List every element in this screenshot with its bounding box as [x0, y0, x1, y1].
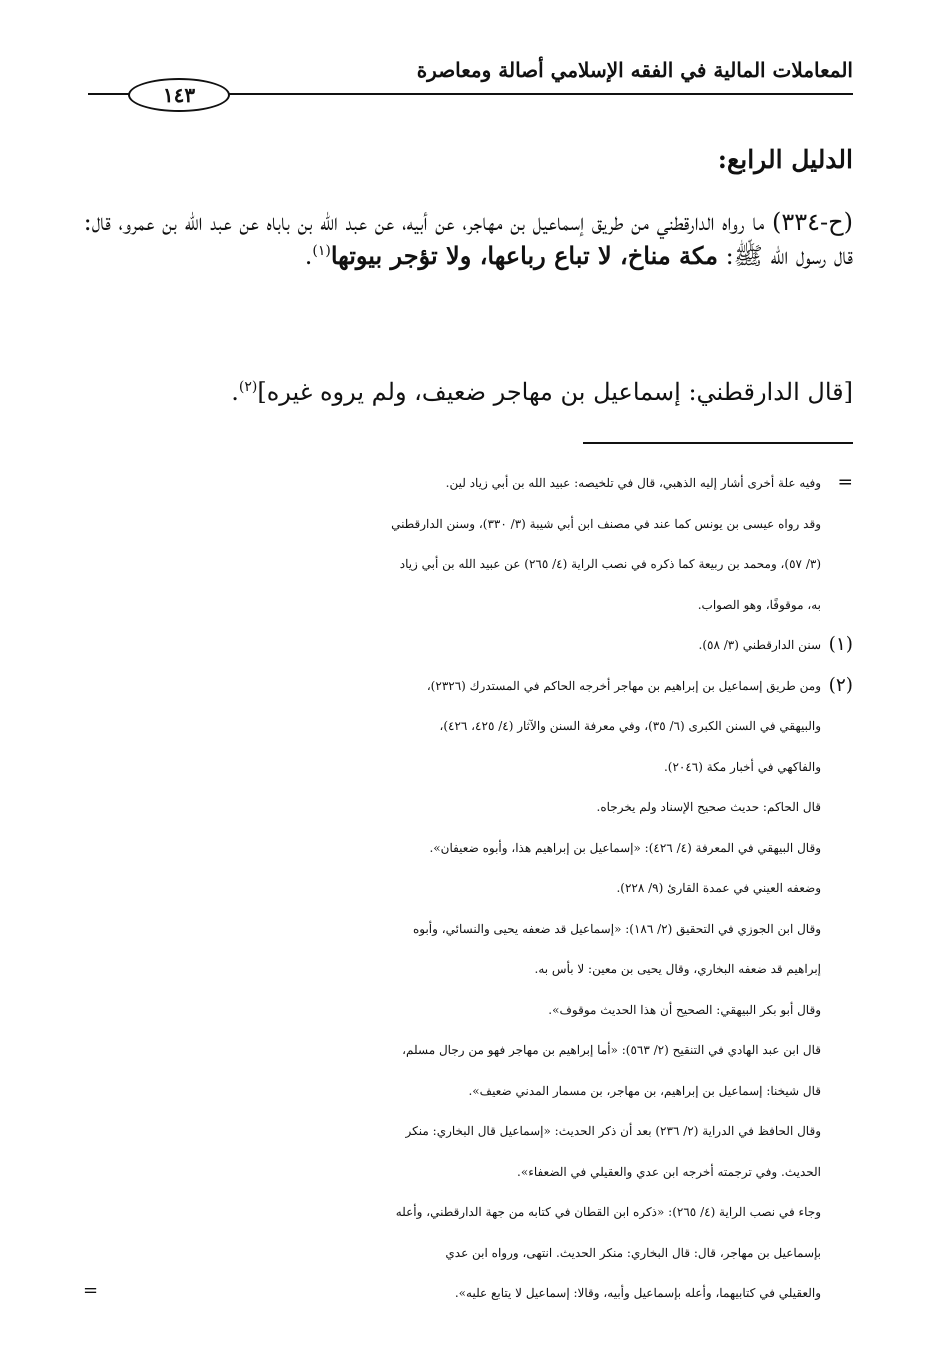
footnote-text: والبيهقي في السنن الكبرى (٦/ ٣٥)، وفي معرفة السنن والآثار (٤/ ٤٢٥، ٤٢٦)،	[439, 719, 821, 733]
footnote-line	[81, 585, 853, 626]
footnote-text: (٣/ ٥٧)، ومحمد بن ربيعة كما ذكره في نصب الراية (٤/ ٢٦٥) عن عبيد الله بن أبي زياد	[399, 557, 821, 571]
running-header-title: المعاملات المالية في الفقه الإسلامي أصالة ومعاصرة	[416, 58, 853, 82]
footnote-line	[81, 909, 853, 950]
footnote-marker	[821, 504, 853, 545]
footnote-marker	[821, 990, 853, 1031]
footnote-marker	[821, 1030, 853, 1071]
footnote-text: وجاء في نصب الراية (٤/ ٢٦٥): «ذكره ابن القطان في كتابه من جهة الدارقطني، وأعله	[395, 1205, 821, 1219]
footnote-text: ومن طريق إسماعيل بن إبراهيم بن مهاجر أخرجه الحاكم في المستدرك (٢٣٢٦)،	[426, 678, 821, 693]
footnote-text: وفيه علة أخرى أشار إليه الذهبي، قال في تلخيصه: عبيد الله بن أبي زياد لين.	[445, 476, 821, 490]
footnote-text: قال ابن عبد الهادي في التنقيح (٢/ ٥٦٣): «أما إبراهيم بن مهاجر فهو من رجال مسلم،	[402, 1043, 821, 1057]
footnote-line	[81, 949, 853, 990]
footnote-ref-2: (٢)	[238, 379, 258, 395]
footnote-marker	[821, 1111, 853, 1152]
footnote-line	[81, 666, 853, 707]
footnote-marker	[821, 1071, 853, 1112]
footnote-text: وقال أبو بكر البيهقي: الصحيح أن هذا الحديث موقوف».	[548, 1002, 821, 1017]
footnote-marker	[821, 706, 853, 747]
footnote-ref-1: (١)	[312, 243, 331, 259]
footnote-text: والفاكهي في أخبار مكة (٢٠٤٦).	[663, 759, 821, 774]
footnote-line	[81, 1273, 853, 1314]
footnote-text: سنن الدارقطني (٣/ ٥٨).	[698, 638, 821, 652]
footnote-text: وقال الحافظ في الدراية (٢/ ٢٣٦) بعد أن ذكر الحديث: «إسماعيل قال البخاري: منكر	[405, 1124, 821, 1138]
footnote-line	[81, 868, 853, 909]
footnote-text: وقال ابن الجوزي في التحقيق (٢/ ١٨٦): «إسماعيل قد ضعفه يحيى والنسائي، وأبوه	[412, 921, 821, 936]
footnote-line	[81, 1192, 853, 1233]
footnote-marker	[821, 828, 853, 869]
footnote-marker: =	[837, 472, 853, 493]
footnote-text: وقد رواه عيسى بن يونس كما عند في مصنف ابن أبي شيبة (٣/ ٣٣٠)، وسنن الدارقطني	[391, 516, 821, 531]
quote-text: [قال الدارقطني: إسماعيل بن مهاجر ضعيف، ولم يروه غيره]	[257, 378, 853, 406]
hadith-paragraph	[81, 205, 853, 273]
footnote-marker	[821, 747, 853, 788]
footnote-text: إبراهيم قد ضعفه البخاري، وقال يحيى بن معين: لا بأس به.	[534, 962, 821, 976]
continuation-mark: =	[83, 1280, 99, 1301]
footnote-line	[81, 1071, 853, 1112]
footnotes	[81, 463, 853, 1314]
footnote-line	[81, 706, 853, 747]
footnote-line	[81, 1030, 853, 1071]
footnote-marker	[821, 1273, 853, 1314]
daraqutni-quote	[81, 375, 853, 409]
footnote-line	[81, 1152, 853, 1193]
footnote-marker: (٢)	[828, 674, 853, 696]
footnote-marker: (١)	[828, 634, 853, 655]
footnote-text: قال شيخنا: إسماعيل بن إبراهيم، بن مهاجر، بن مسمار المدني ضعيف».	[468, 1083, 821, 1098]
quote-end: .	[231, 378, 239, 406]
footnote-text: بإسماعيل بن مهاجر، قال: قال البخاري: منكر الحديث. انتهى، ورواه ابن عدي	[445, 1245, 821, 1260]
footnote-marker	[821, 949, 853, 990]
section-heading: الدليل الرابع:	[717, 145, 853, 174]
footnote-separator	[583, 442, 853, 444]
footnote-marker	[821, 585, 853, 626]
footnote-text: به، موقوفًا، وهو الصواب.	[697, 597, 821, 612]
footnote-line	[81, 625, 853, 666]
footnote-line	[81, 1111, 853, 1152]
footnote-line	[81, 787, 853, 828]
footnote-marker	[821, 909, 853, 950]
footnote-marker	[821, 1233, 853, 1274]
footnote-line	[81, 990, 853, 1031]
footnote-text: وضعفه العيني في عمدة القارئ (٩/ ٢٢٨).	[616, 881, 821, 895]
footnote-line	[81, 828, 853, 869]
page-number-badge: ١٤٣	[128, 78, 230, 112]
hadith-intro: (ح-٣٣٤) ما رواه الدارقطني من طريق إسماعيل بن مهاجر، عن أبيه، عن عبد الله بن باباه عن عبد الله بن عمرو، قال: قال رسول الله ﷺ:	[83, 208, 853, 270]
footnote-marker	[821, 787, 853, 828]
hadith-end: .	[304, 242, 313, 270]
footnote-text: والعقيلي في كتابيهما، وأعله بإسماعيل وأبيه، وقالا: إسماعيل لا يتابع عليه».	[454, 1286, 821, 1300]
footnote-line	[81, 504, 853, 545]
footnote-marker	[821, 544, 853, 585]
footnote-marker	[821, 1152, 853, 1193]
footnote-text: وقال البيهقي في المعرفة (٤/ ٤٢٦): «إسماعيل بن إبراهيم هذا، وأبوه ضعيفان».	[429, 840, 821, 855]
footnote-marker	[821, 868, 853, 909]
footnote-text: الحديث. وفي ترجمته أخرجه ابن عدي والعقيلي في الضعفاء».	[517, 1164, 821, 1179]
footnote-line	[81, 1233, 853, 1274]
hadith-text: مكة مناخ، لا تباع رباعها، ولا تؤجر بيوتها	[330, 241, 718, 270]
footnote-line	[81, 544, 853, 585]
footnote-line	[81, 747, 853, 788]
footnote-marker	[821, 1192, 853, 1233]
footnote-text: قال الحاكم: حديث صحيح الإسناد ولم يخرجاه.	[596, 800, 821, 814]
footnote-line	[81, 463, 853, 504]
